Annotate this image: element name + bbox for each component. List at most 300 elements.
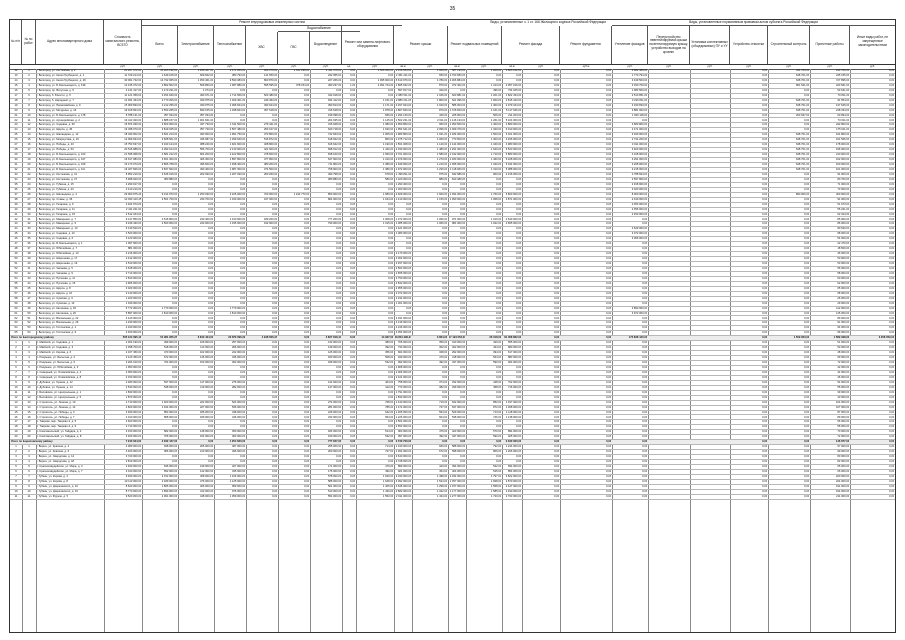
capital-repair-table bbox=[9, 19, 896, 633]
table-cell: 1 270,00 bbox=[436, 158, 448, 162]
table-cell: 0,00 bbox=[208, 420, 214, 424]
table-cell: 0,00 bbox=[240, 88, 246, 92]
table-cell: 0,00 bbox=[804, 182, 810, 186]
table-cell: 63 bbox=[14, 321, 18, 325]
table-cell: 0,00 bbox=[554, 385, 560, 389]
table-cell: 0,00 bbox=[554, 197, 560, 201]
table-cell: 4 340 000,00 bbox=[125, 326, 142, 330]
table-cell: 868 000,00 bbox=[163, 415, 178, 419]
table-cell: 976 000,00 bbox=[231, 489, 246, 493]
table-cell: 25 bbox=[14, 133, 18, 137]
table-cell: 20 516 988,00 bbox=[124, 148, 142, 152]
table-cell: 0,00 bbox=[272, 321, 278, 325]
table-cell: 0,00 bbox=[642, 252, 648, 256]
table-cell: 1 177 000,00 bbox=[449, 489, 466, 493]
table-cell: 0,00 bbox=[172, 286, 178, 290]
table-cell: 0,00 bbox=[496, 395, 502, 399]
table-cell: 2 929 000,00 bbox=[395, 192, 412, 196]
table-cell: 470 000,00 bbox=[163, 351, 178, 355]
table-cell: 0,00 bbox=[304, 400, 310, 404]
table-cell: 44 bbox=[14, 227, 18, 231]
table-cell: 0,00 bbox=[350, 197, 356, 201]
table-cell: 0,00 bbox=[496, 232, 502, 236]
unit-label: руб. bbox=[157, 65, 163, 68]
table-cell: 0,00 bbox=[304, 168, 310, 171]
table-cell: 1 183 000,00 bbox=[449, 158, 466, 162]
table-cell: 1 950 000,00 bbox=[125, 366, 142, 369]
table-cell: 2 516 800,00 bbox=[161, 217, 178, 221]
table-cell: 0,00 bbox=[388, 247, 394, 251]
table-cell: 96 000,00 bbox=[837, 331, 850, 335]
table-cell: 0,00 bbox=[240, 281, 246, 285]
table-cell: 948 000,00 bbox=[163, 445, 178, 449]
table-cell: 0,00 bbox=[804, 296, 810, 300]
table-cell: 0,00 bbox=[406, 242, 412, 246]
table-cell: 99 000,00 bbox=[837, 450, 850, 454]
table-cell: 0,00 bbox=[272, 405, 278, 409]
table-cell: 34 bbox=[27, 232, 31, 236]
table-cell: 49 bbox=[14, 252, 18, 256]
table-cell: 0,00 bbox=[208, 291, 214, 295]
table-cell: 8 bbox=[15, 479, 17, 483]
table-cell: 0,00 bbox=[442, 326, 448, 330]
table-cell: 0,00 bbox=[516, 187, 522, 191]
table-cell: 0,00 bbox=[336, 88, 342, 92]
table-cell: 0,00 bbox=[804, 88, 810, 92]
table-cell: 0,00 bbox=[606, 153, 612, 157]
table-cell: 2 882 489,00 bbox=[631, 69, 648, 72]
table-cell: 0,00 bbox=[516, 237, 522, 241]
table-cell: 0,00 bbox=[350, 128, 356, 132]
table-cell: 0,00 bbox=[172, 242, 178, 246]
unit-label: руб. bbox=[666, 65, 672, 68]
table-cell: 9 bbox=[28, 484, 30, 488]
table-cell: 13 bbox=[14, 400, 18, 404]
table-cell: 0,00 bbox=[642, 370, 648, 374]
table-cell: 220 000,00 bbox=[835, 474, 850, 478]
table-cell: 0,00 bbox=[304, 375, 310, 379]
table-cell: 2 167 450,00 bbox=[125, 351, 142, 355]
table-cell: 1 385 000,00 bbox=[395, 222, 412, 226]
table-cell: 609 842,00 bbox=[199, 73, 214, 77]
table-cell: 1 022,00 bbox=[490, 222, 502, 226]
table-cell: 0,00 bbox=[304, 138, 310, 142]
table-body bbox=[10, 69, 895, 632]
table-cell: 0,00 bbox=[350, 172, 356, 176]
table-cell: 0,00 bbox=[336, 281, 342, 285]
table-cell: 3 668 501,00 bbox=[161, 138, 178, 142]
table-cell: 25 bbox=[27, 187, 31, 191]
table-cell: 0,00 bbox=[606, 385, 612, 389]
table-cell: 390 813,00 bbox=[327, 103, 342, 107]
table-cell: 0,00 bbox=[762, 197, 768, 201]
table-cell: 0,00 bbox=[554, 370, 560, 374]
table-cell: 14 bbox=[14, 405, 18, 409]
table-cell: 0,00 bbox=[240, 212, 246, 216]
table-cell: 0,00 bbox=[460, 227, 466, 231]
table-cell: 18 bbox=[14, 425, 18, 429]
table-cell: 727 895,00 bbox=[835, 78, 850, 82]
table-cell: 58 000,00 bbox=[837, 271, 850, 275]
header-other: Иные виды работ, не запрещенные законодательством bbox=[857, 35, 888, 47]
table-cell: 0,00 bbox=[516, 395, 522, 399]
table-cell: 1 394 000,00 bbox=[449, 192, 466, 196]
table-cell: 0,00 bbox=[460, 326, 466, 330]
table-cell: г. Белгород, ул. Первомайская, д. 9 bbox=[36, 103, 81, 107]
table-cell: 3 640 000,00 bbox=[395, 455, 412, 459]
table-cell: 0,00 bbox=[304, 336, 310, 340]
table-cell: 0,00 bbox=[554, 172, 560, 176]
table-cell: 0,00 bbox=[762, 316, 768, 320]
table-cell: 623 881,00 bbox=[451, 93, 466, 97]
table-cell: 49 831 490,21 bbox=[394, 336, 412, 340]
table-cell: 1 600,00 bbox=[436, 192, 448, 196]
table-cell: 144 000,00 bbox=[327, 380, 342, 384]
table-cell: 1 337 000,00 bbox=[505, 400, 522, 404]
table-cell: 0,00 bbox=[304, 311, 310, 315]
table-cell: 0,00 bbox=[804, 370, 810, 374]
table-cell: 0,00 bbox=[388, 316, 394, 320]
table-cell: 0,00 bbox=[208, 207, 214, 211]
table-cell: 16 327 826,00 bbox=[124, 168, 142, 171]
table-cell: 54 bbox=[14, 276, 18, 280]
table-cell: 37 bbox=[14, 192, 18, 196]
table-cell: 0,00 bbox=[804, 267, 810, 270]
table-cell: 1,00 bbox=[350, 83, 356, 87]
table-cell: 40 000,00 bbox=[837, 395, 850, 399]
table-cell: 0,00 bbox=[606, 207, 612, 211]
table-cell: 0,00 bbox=[460, 306, 466, 310]
table-cell: 0,00 bbox=[460, 247, 466, 251]
table-cell: 0,00 bbox=[240, 316, 246, 320]
table-cell: 1 714 569,00 bbox=[229, 93, 246, 97]
table-cell: 2 480 000,00 bbox=[125, 380, 142, 384]
table-cell: 0,00 bbox=[272, 425, 278, 429]
table-cell: 0,00 bbox=[889, 390, 895, 394]
table-cell: 225 903,00 bbox=[451, 113, 466, 117]
table-cell: 0,00 bbox=[460, 296, 466, 300]
table-cell: 0,00 bbox=[406, 237, 412, 241]
table-cell: 0,00 bbox=[350, 425, 356, 429]
table-cell: 0,00 bbox=[804, 247, 810, 251]
table-cell: 2 512 344,00 bbox=[125, 212, 142, 216]
table-cell: 1 830 000,00 bbox=[125, 390, 142, 394]
table-cell: г. Белгород, ул. Б.Хмельницкого, д. 111 bbox=[36, 168, 86, 171]
table-cell: 3 260 000,00 bbox=[125, 435, 142, 439]
table-cell: 0,00 bbox=[606, 415, 612, 419]
table-cell: 0,00 bbox=[889, 247, 895, 251]
table-cell: 0,00 bbox=[304, 321, 310, 325]
table-cell: 0,00 bbox=[516, 257, 522, 261]
table-cell: 2 655 000,00 bbox=[395, 271, 412, 275]
table-cell: 2 763 683,00 bbox=[449, 73, 466, 77]
table-cell: 648 701,00 bbox=[795, 73, 810, 77]
table-cell: 0,00 bbox=[240, 425, 246, 429]
table-cell: 2 412 000,00 bbox=[125, 257, 142, 261]
table-cell: 634 412,00 bbox=[327, 98, 342, 102]
table-cell: 2 810 000,00 bbox=[125, 276, 142, 280]
table-cell: 146 000,00 bbox=[199, 356, 214, 360]
table-cell: 790 000,00 bbox=[327, 222, 342, 226]
header-basement: Ремонт подвальных помещений bbox=[448, 26, 502, 64]
table-cell: 6 130 540,00 bbox=[125, 227, 142, 231]
table-cell: 1 118 000,00 bbox=[449, 168, 466, 171]
table-cell: 0,00 bbox=[442, 366, 448, 369]
table-cell: 0,00 bbox=[606, 420, 612, 424]
table-cell: 0,00 bbox=[336, 460, 342, 464]
table-cell: 0,00 bbox=[516, 207, 522, 211]
table-cell: 421 600,00 bbox=[263, 148, 278, 152]
table-cell: г. Белгород, пр. Славы, д. 36 bbox=[36, 197, 73, 201]
table-cell: 17 bbox=[14, 93, 18, 97]
table-cell: 0,00 bbox=[304, 257, 310, 261]
table-cell: 53 bbox=[27, 326, 31, 330]
table-cell: 56 000,00 bbox=[837, 420, 850, 424]
table-cell: 1 301 000,00 bbox=[395, 301, 412, 305]
table-cell: 115 000,00 bbox=[836, 311, 850, 315]
table-cell: 2 701 000,00 bbox=[395, 153, 412, 157]
table-cell: 0,00 bbox=[172, 276, 178, 280]
table-cell: 861 541,00 bbox=[795, 83, 810, 87]
table-cell: 1 541 298,00 bbox=[293, 69, 310, 72]
table-cell: 249 463,00 bbox=[263, 98, 278, 102]
table-cell: 1 294 126,00 bbox=[395, 113, 412, 117]
table-cell: 68 000,00 bbox=[837, 291, 850, 295]
table-cell: 648 701,00 bbox=[795, 163, 810, 167]
table-cell: 0,00 bbox=[388, 73, 394, 77]
table-cell: 2 bbox=[28, 346, 30, 350]
header-gvs: ГВС bbox=[278, 32, 310, 64]
table-cell: 0,00 bbox=[442, 316, 448, 320]
table-cell: 0,00 bbox=[208, 232, 214, 236]
table-cell: 0,00 bbox=[350, 430, 356, 434]
table-cell: 0,00 bbox=[889, 252, 895, 256]
table-cell: 680 000,00 bbox=[507, 346, 522, 350]
table-cell: 0,00 bbox=[804, 177, 810, 181]
table-cell: 0,00 bbox=[336, 455, 342, 459]
table-cell: 648 701,00 bbox=[795, 138, 810, 142]
table-cell: 2 750 000,00 bbox=[395, 276, 412, 280]
table-cell: 3 663 000,00 bbox=[161, 123, 178, 127]
table-cell: 0,00 bbox=[889, 395, 895, 399]
table-cell: 2 391 744,00 bbox=[377, 83, 394, 87]
table-cell: 0,00 bbox=[272, 262, 278, 266]
table-cell: 0,00 bbox=[606, 346, 612, 350]
table-cell: 0,00 bbox=[554, 202, 560, 206]
table-cell: 0,00 bbox=[889, 465, 895, 468]
table-cell: 0,00 bbox=[762, 138, 768, 142]
table-cell: 523 480,00 bbox=[263, 93, 278, 97]
table-cell: 44 000,00 bbox=[837, 370, 850, 374]
table-cell: 437 730,00 bbox=[199, 123, 214, 127]
table-cell: 6 843 424,00 bbox=[197, 336, 214, 340]
table-cell: 19 413 320,00 bbox=[124, 118, 142, 122]
table-cell: 1 810 000,00 bbox=[229, 311, 246, 315]
table-cell: 0,00 bbox=[804, 257, 810, 261]
table-cell: 418 000,00 bbox=[451, 356, 466, 360]
table-cell: 0,00 bbox=[350, 192, 356, 196]
table-cell: 2 730 700,00 bbox=[395, 440, 412, 444]
table-cell: г. Губкин, ул. Дзержинского, д. 10 bbox=[36, 484, 78, 488]
table-cell: 0,00 bbox=[460, 212, 466, 216]
table-cell: 1 867 840,00 bbox=[395, 108, 412, 112]
table-cell: 227 000,00 bbox=[199, 405, 214, 409]
table-cell: 0,00 bbox=[889, 366, 895, 369]
table-cell: 0,00 bbox=[762, 440, 768, 444]
table-cell: 68 000,00 bbox=[837, 232, 850, 236]
table-cell: 0,00 bbox=[208, 177, 214, 181]
table-cell: 0,00 bbox=[304, 247, 310, 251]
table-cell: 0,00 bbox=[762, 118, 768, 122]
table-cell: 648 701,00 bbox=[795, 78, 810, 82]
table-cell: 21 bbox=[27, 168, 31, 171]
table-cell: 0,00 bbox=[496, 425, 502, 429]
table-cell: 0,00 bbox=[554, 73, 560, 77]
table-cell: 0,00 bbox=[496, 306, 502, 310]
table-cell: 0,00 bbox=[442, 281, 448, 285]
table-cell: 708 900,00 bbox=[327, 168, 342, 171]
table-cell: 0,00 bbox=[350, 316, 356, 320]
table-cell: 189 000,00 bbox=[327, 361, 342, 365]
table-cell: 3,00 bbox=[350, 78, 356, 82]
table-cell: 0,00 bbox=[606, 257, 612, 261]
table-cell: п. Строитель, ул. Ленина, д. 14 bbox=[36, 405, 76, 409]
table-cell: 0,00 bbox=[804, 187, 810, 191]
table-cell: г. Белгород, ул. Пугачева, д. 11 bbox=[36, 276, 75, 280]
table-cell: 232 055,00 bbox=[327, 73, 342, 77]
table-cell: 1 350 461,00 bbox=[197, 78, 214, 82]
table-cell: 0,00 bbox=[460, 276, 466, 280]
table-cell: 1 044 000,00 bbox=[161, 405, 178, 409]
header-pu: Переустройство невентилируемой крыши на вентилируемую крышу, устройство выходов на кровлю bbox=[648, 26, 690, 64]
table-cell: 1 090 000,00 bbox=[449, 197, 466, 201]
table-cell: 0,00 bbox=[496, 321, 502, 325]
table-cell: 0,00 bbox=[272, 370, 278, 374]
table-cell: 0,00 bbox=[642, 430, 648, 434]
table-cell: 0,00 bbox=[606, 375, 612, 379]
table-cell: 0,00 bbox=[304, 415, 310, 419]
header-band-types-right: Виды, установленные нормативным правовым актом субъекта Российской Федерации bbox=[612, 20, 895, 26]
table-cell: 0,00 bbox=[272, 445, 278, 449]
table-cell: 0,00 bbox=[460, 242, 466, 246]
table-cell: 9 bbox=[28, 108, 30, 112]
table-cell: 186 000,00 bbox=[199, 410, 214, 414]
table-cell: 0,00 bbox=[172, 370, 178, 374]
table-cell: 4 629 000,00 bbox=[631, 227, 648, 231]
table-cell: 0,00 bbox=[642, 281, 648, 285]
table-cell: 588 000,00 bbox=[451, 445, 466, 449]
table-cell: 3 120 450,00 bbox=[125, 356, 142, 360]
table-cell: 652 000,00 bbox=[163, 469, 178, 473]
table-cell: 0,00 bbox=[889, 192, 895, 196]
table-cell: 0,00 bbox=[496, 301, 502, 305]
table-cell: 0,00 bbox=[804, 281, 810, 285]
table-cell: 458,00 bbox=[493, 385, 502, 389]
table-cell: 2 940 000,00 bbox=[125, 465, 142, 468]
table-cell: 0,00 bbox=[606, 262, 612, 266]
table-cell: 0,00 bbox=[388, 242, 394, 246]
table-cell: 0,00 bbox=[336, 311, 342, 315]
table-cell: 0,00 bbox=[272, 494, 278, 498]
table-cell: 1 250 030,00 bbox=[197, 192, 214, 196]
table-cell: 0,00 bbox=[606, 321, 612, 325]
table-cell: 0,00 bbox=[554, 262, 560, 266]
table-cell: 0,00 bbox=[889, 227, 895, 231]
table-cell: 0,00 bbox=[208, 242, 214, 246]
table-cell: 0,00 bbox=[460, 267, 466, 270]
table-cell: 0,00 bbox=[304, 232, 310, 236]
table-cell: 0,00 bbox=[762, 177, 768, 181]
table-cell: 4 948 606,37 bbox=[261, 336, 278, 340]
table-cell: 0,00 bbox=[642, 301, 648, 305]
table-cell: 1 888 157,00 bbox=[161, 118, 178, 122]
table-cell: 0,00 bbox=[388, 286, 394, 290]
table-cell: 0,00 bbox=[889, 286, 895, 290]
table-cell: 0,00 bbox=[240, 331, 246, 335]
table-cell: 0,00 bbox=[804, 361, 810, 365]
table-cell: 0,00 bbox=[442, 375, 448, 379]
table-cell: 64 bbox=[14, 326, 18, 330]
table-cell: 1 680,00 bbox=[382, 192, 394, 196]
table-cell: 2 411 221,00 bbox=[125, 207, 142, 211]
table-cell: 0,00 bbox=[606, 242, 612, 246]
table-cell: 0,00 bbox=[762, 390, 768, 394]
table-cell: г. Белгород, ул. Гагарина, д. 6 bbox=[36, 202, 74, 206]
table-cell: 0,00 bbox=[554, 98, 560, 102]
table-cell: 0,00 bbox=[240, 395, 246, 399]
table-cell: 2 553 265,00 bbox=[161, 108, 178, 112]
table-cell: 35 bbox=[27, 237, 31, 241]
table-cell: 0,00 bbox=[606, 252, 612, 256]
table-cell: 0,00 bbox=[272, 351, 278, 355]
table-cell: 598 000,00 bbox=[451, 450, 466, 454]
table-cell: 0,00 bbox=[606, 83, 612, 87]
table-cell: 1 340 000,00 bbox=[395, 445, 412, 449]
table-cell: 0,00 bbox=[336, 212, 342, 216]
table-cell: 3 020 000,00 bbox=[125, 286, 142, 290]
table-cell: 0,00 bbox=[762, 128, 768, 132]
table-cell: 97 000,00 bbox=[837, 445, 850, 449]
table-cell: 0,00 bbox=[304, 420, 310, 424]
table-cell: 556 700,00 bbox=[199, 148, 214, 152]
table-cell: 1 866 000,00 bbox=[161, 484, 178, 488]
table-cell: 0,00 bbox=[388, 252, 394, 256]
table-cell: 870,00 bbox=[439, 83, 448, 87]
table-cell: 0,00 bbox=[304, 262, 310, 266]
table-cell: 0,00 bbox=[516, 321, 522, 325]
table-cell: 1 151,00 bbox=[382, 98, 394, 102]
table-cell: 0,00 bbox=[554, 306, 560, 310]
table-cell: 0,00 bbox=[554, 133, 560, 137]
table-cell: п. Строитель, ул. Победы, д. 3 bbox=[36, 410, 75, 414]
table-cell: 0,00 bbox=[460, 370, 466, 374]
table-cell: 545,00 bbox=[493, 469, 502, 473]
table-cell: 3 bbox=[28, 351, 30, 355]
table-cell: 0,00 bbox=[208, 281, 214, 285]
table-cell: 0,00 bbox=[240, 296, 246, 300]
table-cell: 175 000,00 bbox=[327, 469, 342, 473]
table-cell: 47 bbox=[27, 296, 31, 300]
table-cell: 758 000,00 bbox=[397, 380, 412, 384]
table-cell: 29 bbox=[14, 153, 18, 157]
table-cell: 0,00 bbox=[889, 405, 895, 409]
table-cell: 2 353 000,00 bbox=[631, 202, 648, 206]
table-cell: 0,00 bbox=[554, 366, 560, 369]
table-cell: 0,00 bbox=[388, 182, 394, 186]
table-cell: 17 bbox=[27, 148, 31, 152]
table-cell: 434,00 bbox=[493, 346, 502, 350]
table-cell: 0,00 bbox=[804, 489, 810, 493]
